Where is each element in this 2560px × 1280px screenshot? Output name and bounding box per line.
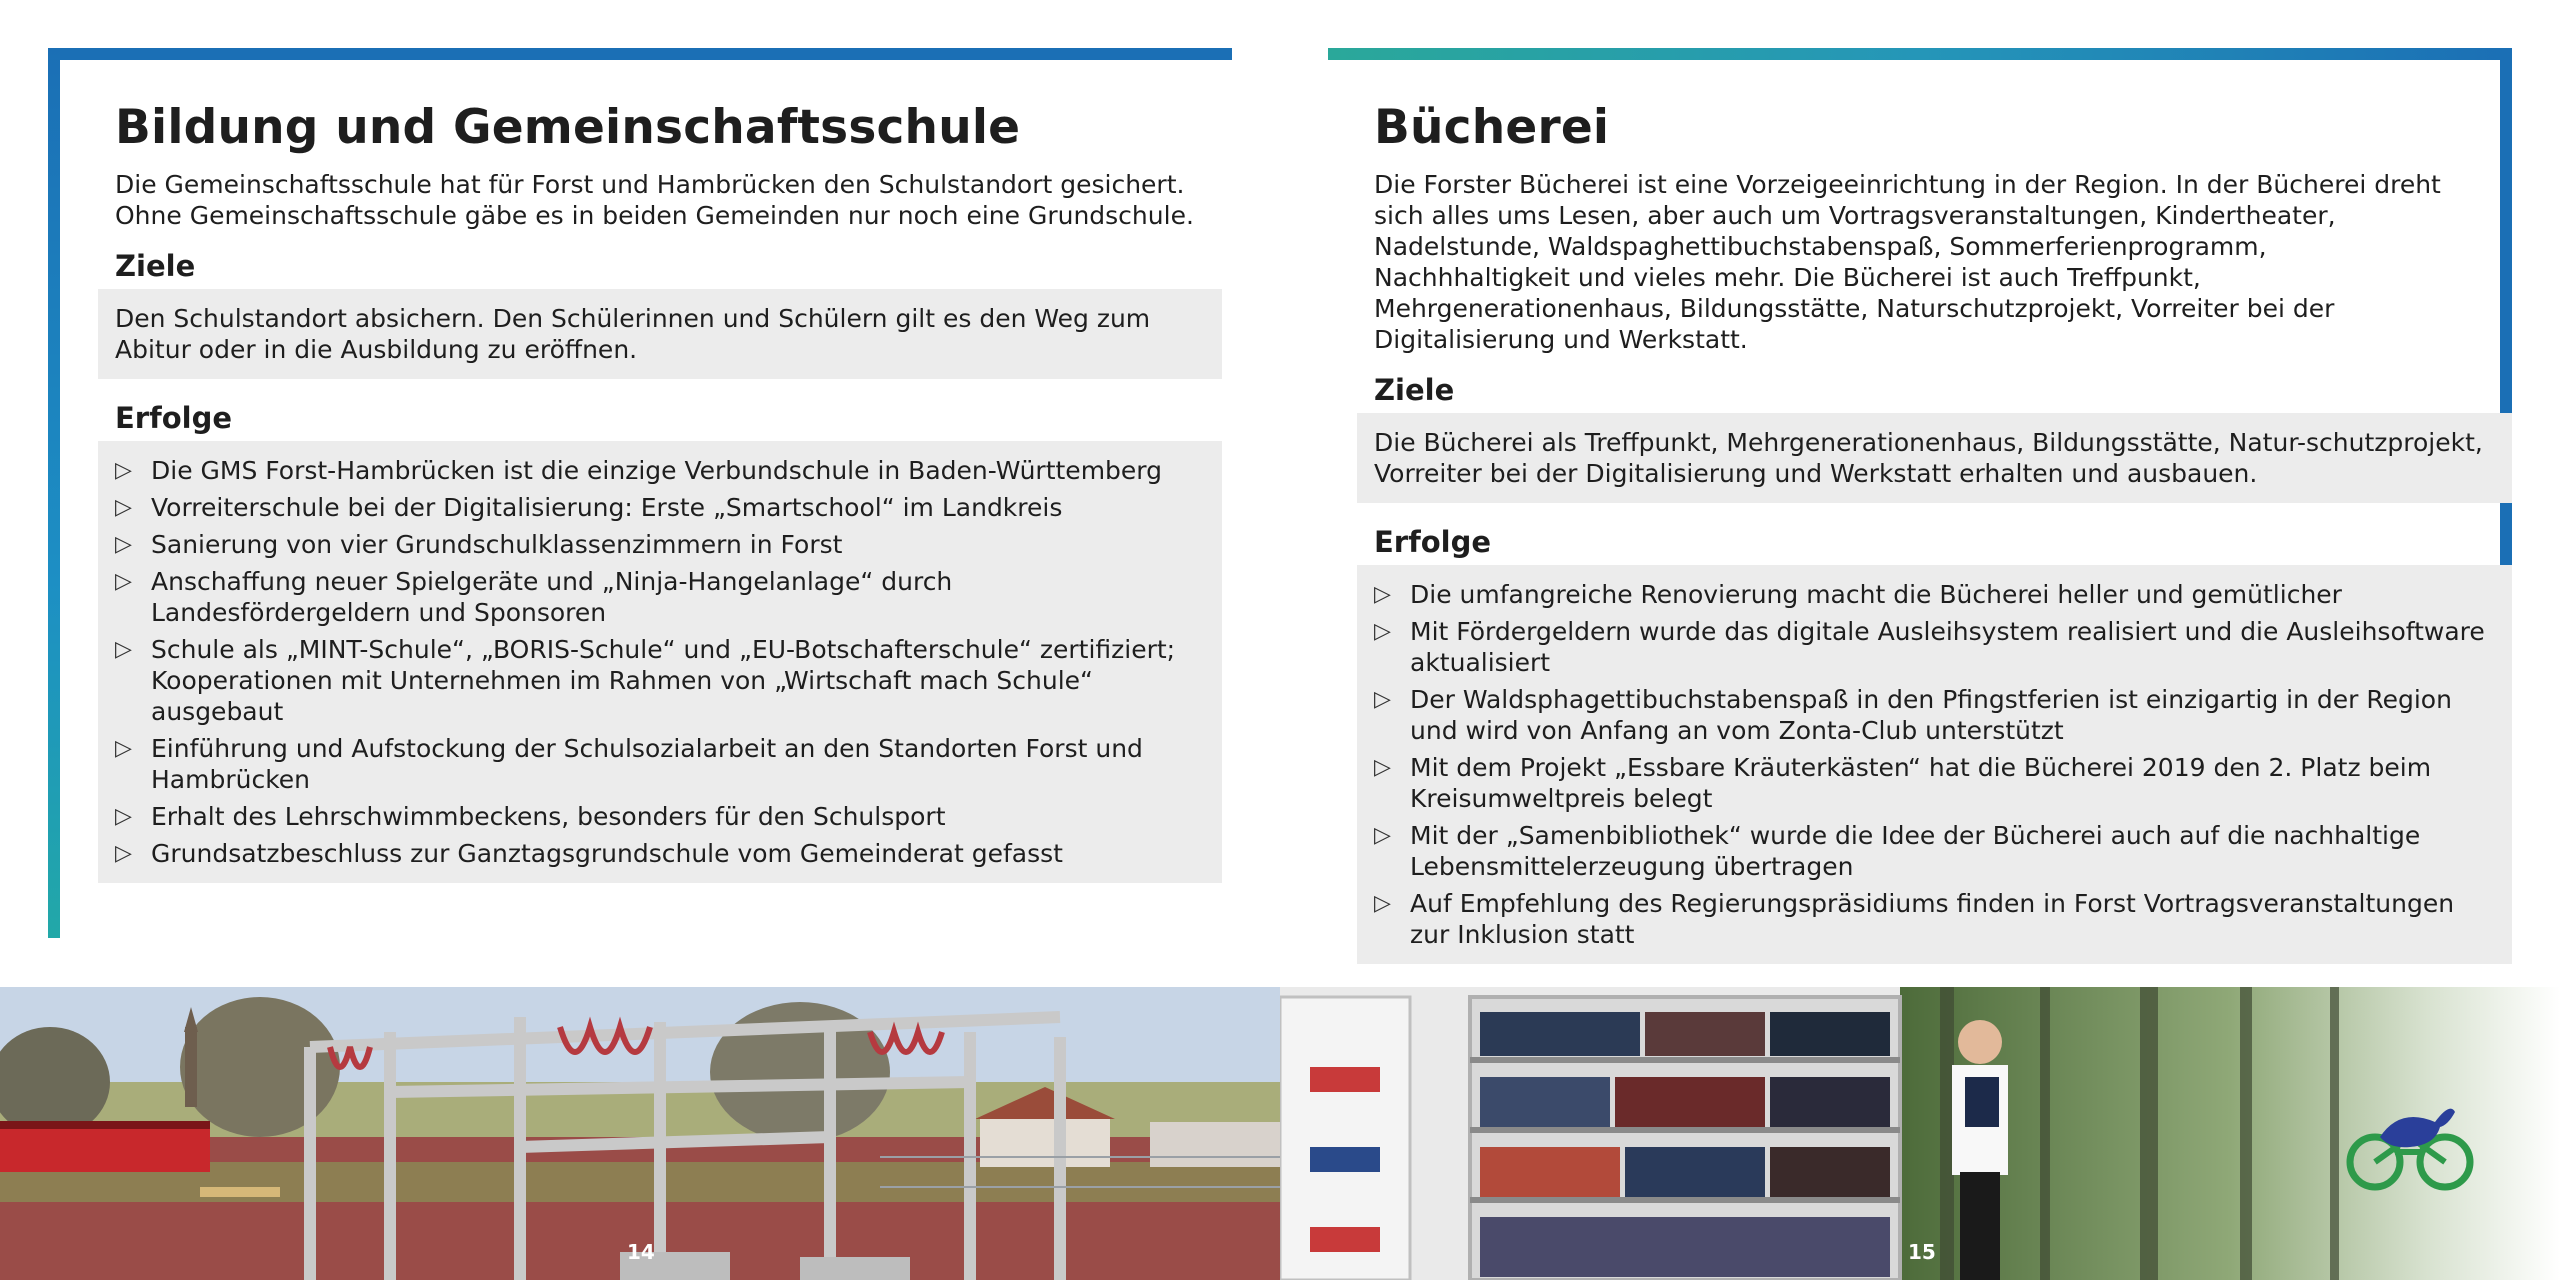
- library-panel: [1328, 48, 2512, 949]
- successes-box: [1357, 565, 2512, 964]
- library-photo: [1280, 987, 2560, 1280]
- list-item: ▷ Vorreiterschule bei der Digitalisierung: Erste „Smartschool“ im Landkreis: [115, 493, 1063, 522]
- list-item: ▷ Mit dem Projekt „Essbare Kräuterkästen“ hat die Bücherei 2019 den 2. Platz beim Kreisumweltpreis belegt: [1374, 753, 2432, 813]
- list-item: ▷ Die GMS Forst-Hambrücken ist die einzige Verbundschule in Baden-Württemberg: [115, 456, 1162, 485]
- goals-heading: Ziele: [115, 249, 196, 283]
- education-panel: [48, 48, 1232, 938]
- triangle-right-icon: ▷: [1374, 755, 1391, 780]
- successes-box: [98, 441, 1222, 883]
- successes-heading: Erfolge: [1374, 525, 1492, 559]
- section-title: Bücherei: [1374, 100, 1610, 155]
- triangle-right-icon: ▷: [115, 569, 132, 594]
- rabbit-bike-logo: [2340, 1097, 2490, 1197]
- goals-box: Die Bücherei als Treffpunkt, Mehrgenerationenhaus, Bildungsstätte, Natur-schutzprojekt, Vorreiter bei der Digitalisierung und Werkstatt erhalten und ausbauen.: [1357, 413, 2512, 503]
- goals-heading: Ziele: [1374, 373, 1455, 407]
- panel-content: [1357, 100, 2512, 964]
- list-item: ▷ Auf Empfehlung des Regierungspräsidiums finden in Forst Vortragsveranstaltungen zur Inklusion statt: [1374, 889, 2455, 949]
- section-intro: Die Forster Bücherei ist eine Vorzeigeeinrichtung in der Region. In der Bücherei dreht sich alles ums Lesen, aber auch um Vortragsveranstaltungen, Kindertheater, Nadelstunde, Waldspaghettibuchstabenspaß, Sommerferienprogramm, Nachhhaltigkeit und vieles mehr. Die Bücherei ist auch Treffpunkt, Mehrgenerationenhaus, Bildungsstätte, Naturschutzprojekt, Vorreiter bei der Digitalisierung und Werkstatt.: [1374, 170, 2441, 354]
- list-item: ▷ Schule als „MINT-Schule“, „BORIS-Schule“ und „EU-Botschafterschule“ zertifiziert; Kooperationen mit Unternehmen im Rahmen von „Wirtschaft mach Schule“ ausgebaut: [115, 635, 1176, 726]
- playground-illustration: [0, 987, 1280, 1280]
- list-item: ▷ Erhalt des Lehrschwimmbeckens, besonders für den Schulsport: [115, 802, 946, 831]
- triangle-right-icon: ▷: [115, 532, 132, 557]
- triangle-right-icon: ▷: [1374, 619, 1391, 644]
- triangle-right-icon: ▷: [115, 736, 132, 761]
- list-item: ▷ Anschaffung neuer Spielgeräte und „Ninja-Hangelanlage“ durch Landesfördergeldern und Sponsoren: [115, 567, 953, 627]
- successes-list: [1374, 579, 2495, 950]
- panel-top-bar: [1328, 48, 2512, 60]
- triangle-right-icon: ▷: [1374, 891, 1391, 916]
- playground-photo: [0, 987, 1280, 1280]
- triangle-right-icon: ▷: [1374, 687, 1391, 712]
- section-intro: Die Gemeinschaftsschule hat für Forst und Hambrücken den Schulstandort gesichert. Ohne Gemeinschaftsschule gäbe es in beiden Gemeinden nur noch eine Grundschule.: [115, 170, 1194, 230]
- triangle-right-icon: ▷: [115, 841, 132, 866]
- list-item: ▷ Die umfangreiche Renovierung macht die Bücherei heller und gemütlicher: [1374, 580, 2342, 609]
- list-item: ▷ Grundsatzbeschluss zur Ganztagsgrundschule vom Gemeinderat gefasst: [115, 839, 1063, 868]
- triangle-right-icon: ▷: [115, 637, 132, 662]
- triangle-right-icon: ▷: [115, 495, 132, 520]
- successes-heading: Erfolge: [115, 401, 233, 435]
- list-item: ▷ Mit Fördergeldern wurde das digitale Ausleihsystem realisiert und die Ausleihsoftware aktualisiert: [1374, 617, 2485, 677]
- list-item: ▷ Einführung und Aufstockung der Schulsozialarbeit an den Standorten Forst und Hambrücken: [115, 734, 1143, 794]
- section-title: Bildung und Gemeinschaftsschule: [115, 100, 1021, 155]
- triangle-right-icon: ▷: [115, 804, 132, 829]
- page-number-left: 14: [627, 1240, 655, 1264]
- panel-side-bar: [48, 48, 60, 938]
- list-item: ▷ Der Waldsphagettibuchstabenspaß in den Pfingstferien ist einzigartig in der Region und wird von Anfang an vom Zonta-Club unterstützt: [1374, 685, 2452, 745]
- triangle-right-icon: ▷: [1374, 582, 1391, 607]
- panel-top-bar: [48, 48, 1232, 60]
- list-item: ▷ Mit der „Samenbibliothek“ wurde die Idee der Bücherei auch auf die nachhaltige Lebensmittelerzeugung übertragen: [1374, 821, 2421, 881]
- successes-list: [115, 455, 1205, 869]
- triangle-right-icon: ▷: [1374, 823, 1391, 848]
- triangle-right-icon: ▷: [115, 458, 132, 483]
- page-number-right: 15: [1908, 1240, 1936, 1264]
- panel-content: [98, 100, 1222, 883]
- list-item: ▷ Sanierung von vier Grundschulklassenzimmern in Forst: [115, 530, 843, 559]
- goals-box: Den Schulstandort absichern. Den Schülerinnen und Schülern gilt es den Weg zum Abitur oder in die Ausbildung zu eröffnen.: [98, 289, 1222, 379]
